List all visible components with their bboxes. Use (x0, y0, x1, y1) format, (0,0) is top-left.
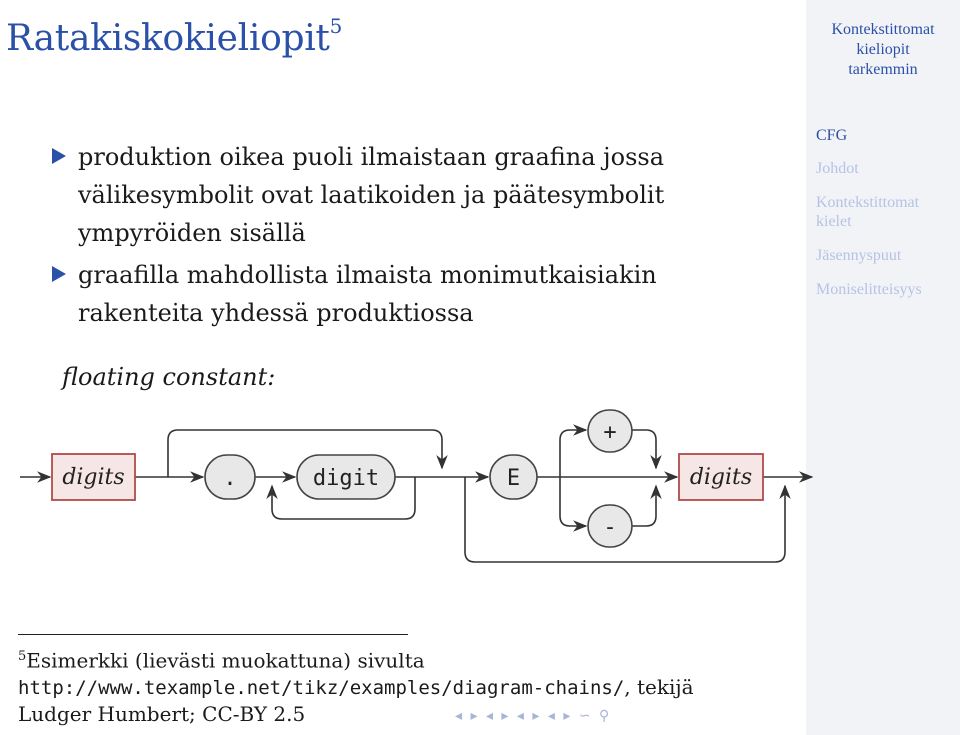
plus-branch (632, 430, 656, 468)
sidebar-item-moniselitteisyys[interactable]: Moniselitteisyys (816, 281, 922, 298)
sidebar-item-cfg[interactable]: CFG (816, 127, 848, 144)
sidebar-header-line: Kontekstittomat (831, 21, 935, 38)
footnote-credit: Ludger Humbert; CC-BY 2.5 (18, 701, 306, 726)
sidebar-item-jasennyspuut[interactable]: Jäsennyspuut (816, 247, 902, 264)
footnote-mark: 5 (18, 649, 27, 664)
slide-title-text: Ratakiskokieliopit (6, 18, 330, 59)
sidebar-item-kontekstittomat[interactable]: Kontekstittomat (816, 194, 920, 211)
nonterminal-digits-label: digits (62, 465, 125, 490)
nonterminal-digits-label: digits (689, 465, 753, 490)
bullet-text: produktion oikea puoli ilmaistaan graafina jossa välikesymbolit ovat laatikoiden ja päätesymbolit ympyröiden sisällä (78, 143, 665, 247)
plus-branch (560, 430, 586, 477)
sidebar-header-line: tarkemmin (848, 61, 918, 78)
terminal-minus-label: - (603, 515, 617, 540)
terminal-digit-label: digit (312, 466, 380, 491)
footnote-url-link[interactable]: http://www.texample.net/tikz/examples/diagram-chains/ (18, 676, 625, 699)
terminal-e-label: E (506, 466, 521, 491)
minus-branch (632, 486, 656, 526)
diagram-caption: floating constant: (62, 363, 276, 391)
footnote-rule (18, 634, 408, 635)
beamer-navigation-bar[interactable]: ◂ ▸ ◂ ▸ ◂ ▸ ◂ ▸ ∽ ⚲ (455, 708, 612, 724)
sidebar-header-line: kieliopit (856, 41, 910, 58)
sidebar-item-johdot[interactable]: Johdot (816, 160, 859, 177)
terminal-plus-label: + (603, 420, 617, 445)
sidebar-item-kielet[interactable]: kielet (816, 213, 852, 230)
terminal-dot-label: . (223, 466, 237, 491)
minus-branch (560, 477, 586, 526)
footnote (18, 644, 798, 727)
footnote-text: Esimerkki (lievästi muokattuna) sivulta (26, 648, 425, 673)
footnote-suffix: , tekijä (624, 674, 694, 699)
title-footnote-mark: 5 (329, 14, 343, 38)
bullet-text: graafilla mahdollista ilmaista monimutkaisiakin rakenteita yhdessä produktiossa (78, 261, 657, 327)
